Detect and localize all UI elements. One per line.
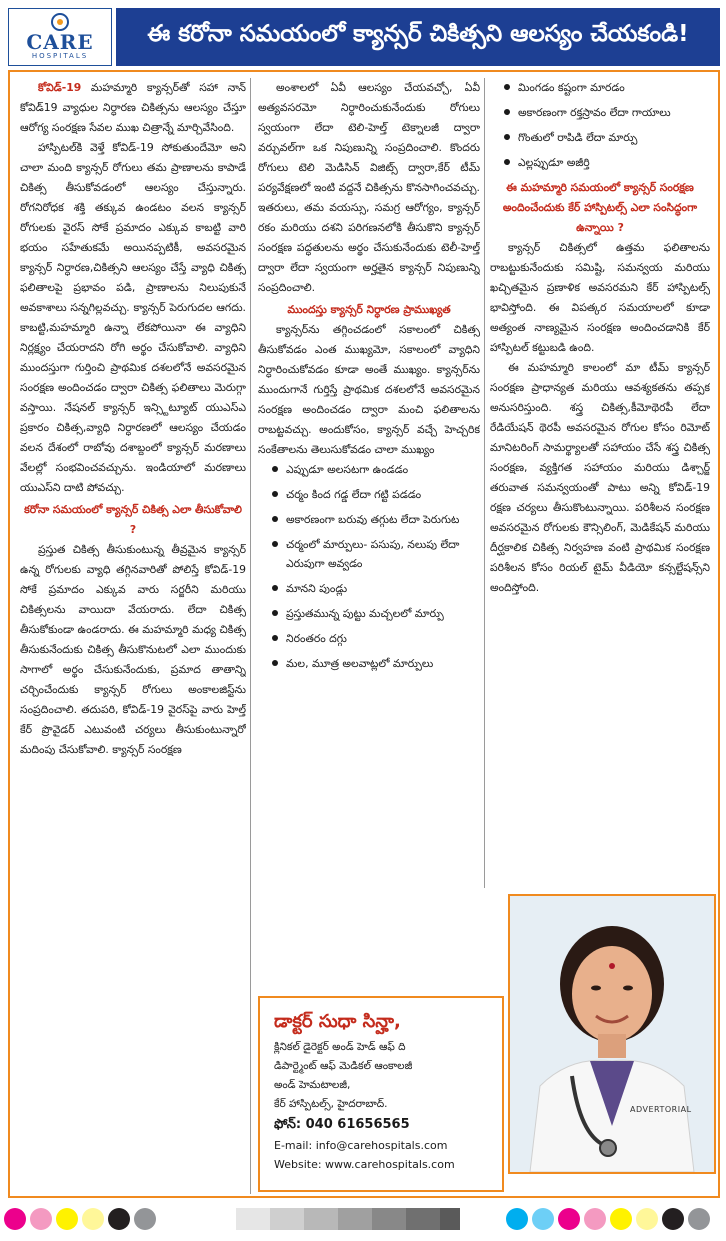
grey-tone-bar xyxy=(338,1208,372,1230)
bullet-icon xyxy=(504,84,510,90)
section-heading: కరోనా సమయంలో క్యాన్సర్ చికిత్స ఎలా తీసుకోవాలి ? xyxy=(24,503,242,536)
symptom-list-continued xyxy=(490,78,710,172)
color-registration-strip xyxy=(0,1204,726,1234)
list-item: ఎప్పుడూ అలసటగా ఉండడం xyxy=(272,460,480,479)
list-item: ఎల్లప్పుడూ అజీర్తి xyxy=(504,153,710,172)
list-item: గొంతులో రాపిడి లేదా మార్పు xyxy=(504,128,710,147)
doctor-name: డాక్టర్ సుధా సిన్హా, xyxy=(274,1011,401,1032)
black-swatch-icon xyxy=(662,1208,684,1230)
bullet-icon xyxy=(272,466,278,472)
grey-tone-bar xyxy=(236,1208,270,1230)
light-yellow-swatch-icon xyxy=(636,1208,658,1230)
doctor-department: డిపార్ట్మెంట్ ఆఫ్ మెడికల్ ఆంకాలజీ xyxy=(274,1060,413,1072)
doctor-department-2: అండ్ హెమటాలజీ, xyxy=(274,1079,351,1091)
list-item: చర్మంలో మార్పులు- పసుపు, నలుపు లేదా ఎరుపుగా అవ్వడం xyxy=(272,535,480,573)
advertorial-label: ADVERTORIAL xyxy=(630,1105,692,1114)
grey-tone-bar xyxy=(304,1208,338,1230)
header xyxy=(8,8,720,66)
yellow-swatch-icon xyxy=(56,1208,78,1230)
bullet-icon xyxy=(272,635,278,641)
bullet-icon xyxy=(504,109,510,115)
article-frame xyxy=(8,70,720,1198)
list-item: అకారణంగా రక్తస్రావం లేదా గాయాలు xyxy=(504,103,710,122)
list-item: ప్రస్తుతమున్న పుట్టు మచ్చలలో మార్పు xyxy=(272,604,480,623)
paragraph: క్యాన్సర్‌ను తగ్గించడంలో సకాలంలో చికిత్స తీసుకోవడం ఎంత ముఖ్యమో, సకాలంలో వ్యాధిని నిర్ధారించుకోవడం కూడా అంతే ముఖ్యం. క్యాన్సర్‌ను ముందుగానే గుర్తిస్తే ప్రాథమిక దశలలోనే అవసరమైన సంరక్షణ అందించడం ద్వారా మంచి ఫలితాలను రాబట్టవచ్చు. అందుకోసం, క్యాన్సర్ వచ్చే హెచ్చరిక సంకేతాలను తెలుసుకోవడం చాలా ముఖ్యం xyxy=(258,323,480,456)
list-item: మల, మూత్ర అలవాట్లలో మార్పులు xyxy=(272,654,480,673)
paragraph: అంశాలలో ఏవీ ఆలస్యం చేయవచ్చో, ఏవీ అత్యవసరమో నిర్ధారించుకునేందుకు రోగులు స్వయంగా లేదా టెలి-హెల్త్ టెక్నాలజీ ద్వారా వర్చువల్‌గా ఒక నిపుణున్ని సంప్రదించాలి. కొందరు రోగులు టెలి మెడిసిన్ విజిట్స్ ద్వారా,కేర్ టీమ్ పర్యవేక్షణలో ఇంటి వద్దనే చికిత్సను కొనసాగించవచ్చు. ఇతరులు, తమ వయస్సు, సమగ్ర ఆరోగ్యం, క్యాన్సర్ రకం మరియు దశని పరిగణనలోకి తీసుకొని క్యాన్సర్ సంరక్షణ పద్ధతులను అర్థం చేసుకునేందుకు టెలీ-హెల్త్ ద్వారా లేదా స్వయంగా అర్హతైన క్యాన్సర్ నిపుణున్ని సంప్రదించాలి. xyxy=(258,81,480,294)
grey-swatch-icon xyxy=(134,1208,156,1230)
hospital-location: కేర్ హాస్పిటల్స్, హైదరాబాద్. xyxy=(274,1098,388,1110)
paragraph: హాస్పిటల్‌కి వెళ్తే కోవిడ్-19 సోకుతుందేమో అని చాలా మంది క్యాన్సర్ రోగులు తమ ప్రాణాలను కాపాడే చికిత్స తీసుకోవడంలో ఆలస్యం చేస్తున్నారు. రోగనిరోధక శక్తి తక్కువ ఉండటం వలన క్యాన్సర్ రోగులకు వైరస్ సోకే ప్రమాదం ఎక్కువ కాబట్టి వారి భయం సహేతుకమే అయినప్పటికీ, అవసరమైన క్యాన్సర్ నిర్ధారణ,చికిత్సని ఆలస్యం చేస్తే వ్యాధి చికిత్స ఫలితాలపై ప్రభావం పడి, ప్రాణాలను నిలుపుకునే అవకాశాలు సన్నగిల్లవచ్చు. క్యాన్సర్ పెరుగుదల ఆగదు. కాబట్టి,మహమ్మారి ఉన్నా లేకపోయినా ఈ వ్యాధిని నిర్లక్ష్యం చేయరాదని రోగి అర్థం చేసుకోవాలి. వ్యాధిని ముందస్తుగా గుర్తించి ప్రాథమిక దశలలోనే అవసరమైన సంరక్షణ అందించడం ద్వారా చికిత్స ఫలితాలు మెరుగ్గా వస్తాయి. నేషనల్ క్యాన్సర్ ఇన్స్టిట్యూట్ యుఎస్ఎ ప్రకారం చికిత్స,వ్యాధి నిర్ధారణలో ఆలస్యం చేయడం వలన దేశంలో రాబోవు దశాబ్దంలో క్యాన్సర్ మరణాలు వేలల్లో సంభవించవచ్చును. ఇండియాలో మరణాలు యుఎస్‌ని దాటి పోవచ్చు. xyxy=(20,141,246,494)
list-item: అకారణంగా బరువు తగ్గుట లేదా పెరుగుట xyxy=(272,510,480,529)
article-column-2 xyxy=(258,78,480,988)
bullet-icon xyxy=(272,585,278,591)
lead-word: కోవిడ్-19 xyxy=(38,81,82,94)
section-heading: ఈ మహమ్మారి సమయంలో క్యాన్సర్ సంరక్షణ అందించేందుకు కేర్ హాస్పిటల్స్ ఎలా సంసిద్ధంగా ఉన్నాయి ? xyxy=(502,181,698,234)
article-column-1 xyxy=(20,78,246,1194)
email-address: E-mail: info@carehospitals.com xyxy=(274,1139,448,1152)
intro-text: మహమ్మారి క్యాన్సర్‌తో సహా నాన్ కోవిడ్19 వ్యాధుల నిర్ధారణ చికిత్సను ఆలస్యం చేస్తూ ఆరోగ్య సంరక్షణ సేవల ముఖ చిత్రాన్నే మార్చివేసింది. xyxy=(20,81,246,134)
yellow-swatch-icon xyxy=(610,1208,632,1230)
headline: ఈ కరోనా సమయంలో క్యాన్సర్ చికిత్సని ఆలస్యం చేయకండి! xyxy=(116,8,720,66)
grey-tone-bar xyxy=(372,1208,406,1230)
website-address: Website: www.carehospitals.com xyxy=(274,1158,455,1171)
light-yellow-swatch-icon xyxy=(82,1208,104,1230)
bullet-icon xyxy=(272,491,278,497)
logo-subtitle: HOSPITALS xyxy=(31,52,89,60)
column-divider xyxy=(484,78,485,888)
logo-emblem-icon xyxy=(51,13,69,31)
doctor-portrait-icon xyxy=(510,896,714,1172)
magenta-swatch-icon xyxy=(558,1208,580,1230)
doctor-photo xyxy=(508,894,716,1174)
bullet-icon xyxy=(272,660,278,666)
grey-tone-bar xyxy=(440,1208,460,1230)
pink-swatch-icon xyxy=(30,1208,52,1230)
bullet-icon xyxy=(272,541,278,547)
symptom-list xyxy=(258,460,480,673)
list-item: మానని పుండ్లు xyxy=(272,579,480,598)
doctor-info-box xyxy=(258,996,504,1192)
paragraph: క్యాన్సర్ చికిత్సలో ఉత్తమ ఫలితాలను రాబట్టుకునేందుకు సమిష్టి, సమన్వయ మరియు ఖచ్చితమైన ప్రణాళిక అవసరమని కేర్ హాస్పిటల్స్ భావిస్తోంది. ఈ విపత్కర సమయాలలో కూడా అత్యంత నాణ్యమైన సంరక్షణ అందించడానికి కేర్ హాస్పిటల్ కట్టుబడి ఉంది. xyxy=(490,241,710,354)
bullet-icon xyxy=(504,134,510,140)
grey-swatch-icon xyxy=(688,1208,710,1230)
light-cyan-swatch-icon xyxy=(532,1208,554,1230)
grey-tone-bar xyxy=(270,1208,304,1230)
bullet-icon xyxy=(504,159,510,165)
black-swatch-icon xyxy=(108,1208,130,1230)
magenta-swatch-icon xyxy=(4,1208,26,1230)
column-divider xyxy=(250,78,251,1194)
cyan-swatch-icon xyxy=(506,1208,528,1230)
bullet-icon xyxy=(272,516,278,522)
list-item: చర్మం కింద గడ్డ లేదా గట్టి పడడం xyxy=(272,485,480,504)
paragraph-intro xyxy=(20,78,246,138)
list-item: నిరంతరం దగ్గు xyxy=(272,629,480,648)
phone-number: ఫోన్: 040 61656565 xyxy=(274,1117,410,1132)
doctor-title: క్లినికల్ డైరెక్టర్ అండ్ హెడ్ ఆఫ్ ది xyxy=(274,1041,406,1053)
logo-name: CARE xyxy=(26,30,94,54)
paragraph: ప్రస్తుత చికిత్స తీసుకుంటున్న తీవ్రమైన క్యాన్సర్ ఉన్న రోగులకు వ్యాధి తగ్గినవారితో పోలిస్తే కోవిడ్-19 సోకే ప్రమాదం ఎక్కువ వారు సర్జరీని మరియు చికిత్సలను వాయిదా వేయరాదు. లేదా చికిత్స తీసుకోకుండా ఉండరాదు. ఈ మహమ్మారి మధ్య చికిత్స తీసుకునేందుకు చికిత్స తీసుకొనుటలో ఎలా ముందుకు సాగాలో అర్థం చేసుకునేందుకు, ప్రమాద తాతాన్ని చర్చించేందుకు క్యాన్సర్ రోగులు అంకాలజిస్ట్‌ను సంప్రదించాలి. తదుపరి, కోవిడ్-19 వైరస్‌పై వారు హెల్త్ కేర్ ప్రొవైడర్ ఎటువంటి చర్యలు తీసుకుంటున్నారో మదింపు చేసుకోవాలి. క్యాన్సర్ సంరక్షణ xyxy=(20,543,246,756)
pink-swatch-icon xyxy=(584,1208,606,1230)
article-column-3 xyxy=(490,78,710,908)
list-item: మింగడం కష్టంగా మారడం xyxy=(504,78,710,97)
paragraph: ఈ మహమ్మారి కాలంలో మా టీమ్ క్యాన్సర్ సంరక్షణ ప్రాధాన్యత మరియు ఆవశ్యకతను తప్పక అనుసరిస్తుంది. శస్త్ర చికిత్స,కీమోథెరపీ లేదా రేడియేషన్ థెరపీ అవసరమైన రోగుల కోసం రిమోట్ మానిటరింగ్ సామర్థ్యాలతో సహాయం చేసే శస్త్ర చికిత్స సంరక్షణ, వ్యక్తిగత సహాయం మరియు డిశ్చార్జ్ తరువాత సమన్వయంతో పాటు అన్ని కోవిడ్-19 రక్షణ చర్యలు తీసుకొంటున్నాయి. పరిశీలన సంరక్షణ అవసరమైన రోగులకు కౌన్సిలింగ్, మెడికేషన్ మరియు దీర్ఘకాలిక చికిత్స నిర్వహణ వంటి ప్రాథమిక సంరక్షణ పరిశీలన కోసం రియల్ టైమ్ వీడియో కన్సల్టేషన్స్‌ని అందిస్తోంది. xyxy=(490,361,710,594)
section-heading: ముందస్తు క్యాన్సర్ నిర్ధారణ ప్రాముఖ్యత xyxy=(287,303,451,316)
bullet-icon xyxy=(272,610,278,616)
care-hospitals-logo xyxy=(8,8,112,66)
grey-tone-bar xyxy=(406,1208,440,1230)
